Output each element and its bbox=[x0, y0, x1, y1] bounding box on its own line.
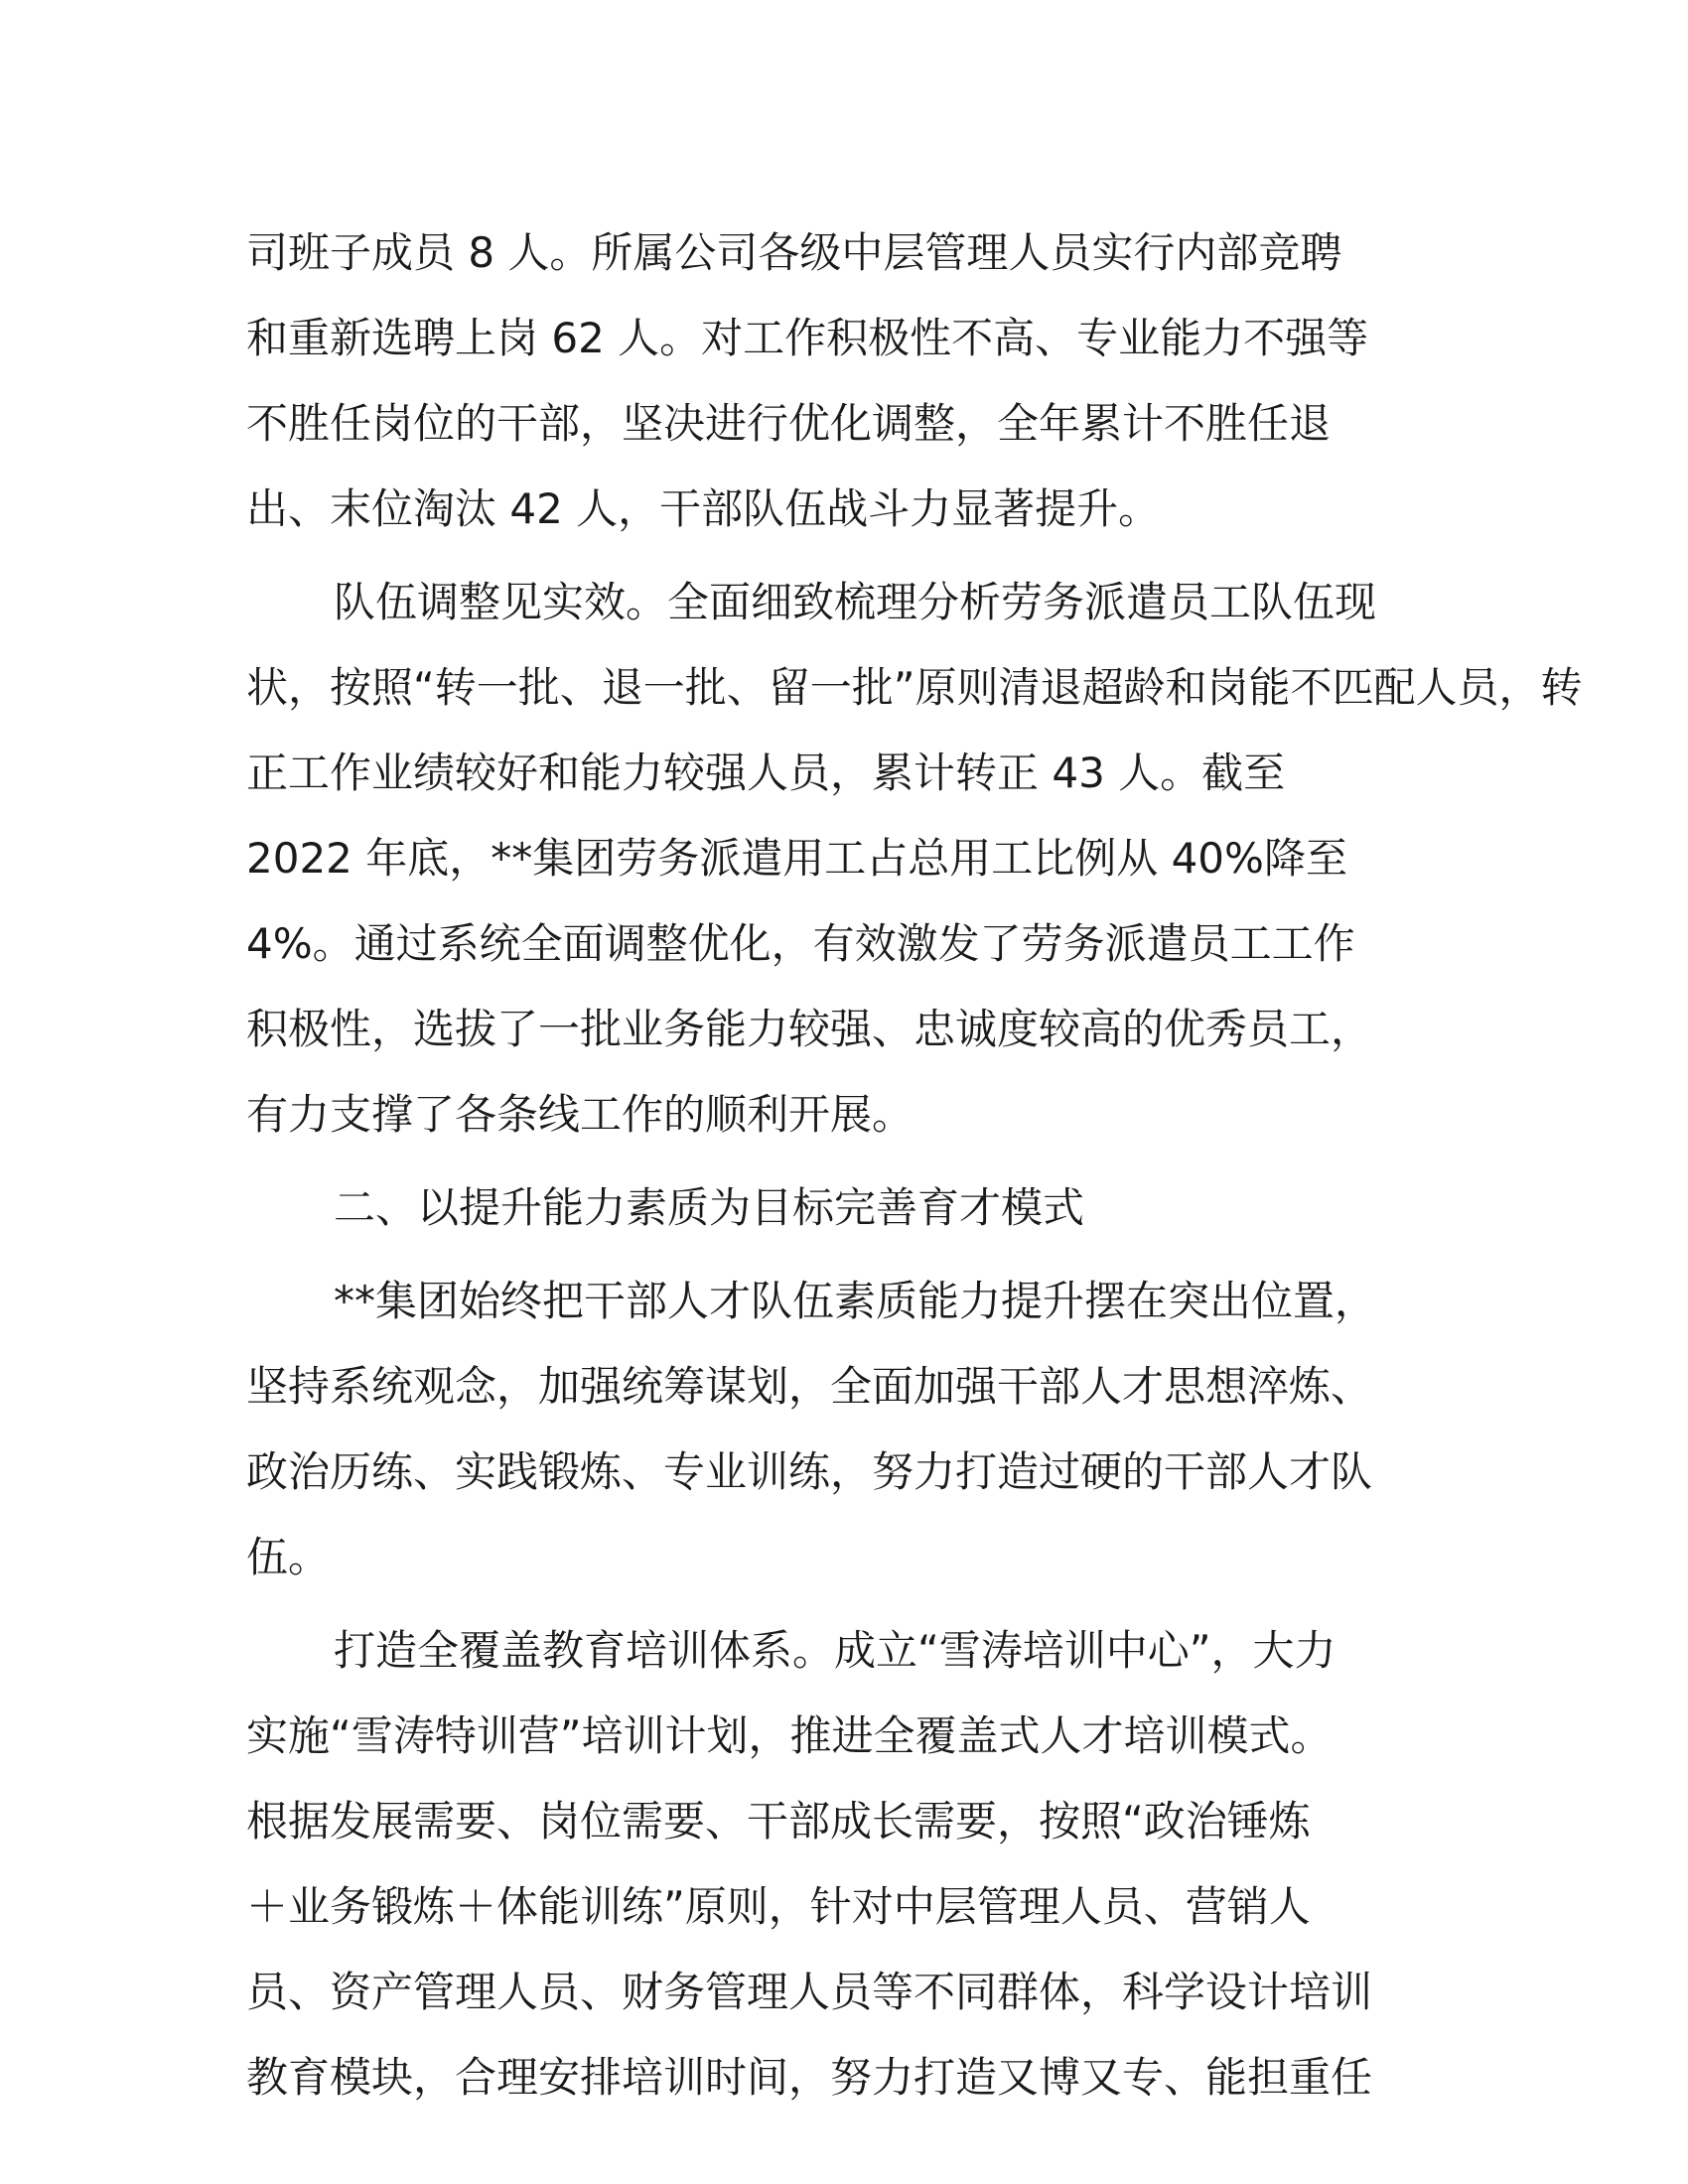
text-line-2: 和重新选聘上岗 62 人。对工作积极性不高、专业能力不强等 bbox=[246, 314, 1369, 362]
text-line-10: 积极性，选拔了一批业务能力较强、忠诚度较高的优秀员工， bbox=[246, 1005, 1373, 1053]
text-line-20: ＋业务锻炼＋体能训练”原则，针对中层管理人员、营销人 bbox=[246, 1882, 1311, 1931]
paragraph-heading-training-system: 打造全覆盖教育培训体系。成立“雪涛培训中心”，大力 bbox=[334, 1626, 1336, 1675]
text-line-3: 不胜任岗位的干部，坚决进行优化调整，全年累计不胜任退 bbox=[246, 399, 1332, 448]
text-line-7: 正工作业绩较好和能力较强人员，累计转正 43 人。截至 bbox=[246, 749, 1286, 797]
text-line-22: 教育模块，合理安排培训时间，努力打造又博又专、能担重任 bbox=[246, 2053, 1373, 2102]
text-line-1: 司班子成员 8 人。所属公司各级中层管理人员实行内部竞聘 bbox=[246, 228, 1342, 277]
text-line-8: 2022 年底，**集团劳务派遣用工占总用工比例从 40%降至 bbox=[246, 834, 1347, 883]
text-line-9: 4%。通过系统全面调整优化，有效激发了劳务派遣员工工作 bbox=[246, 919, 1355, 968]
text-line-19: 根据发展需要、岗位需要、干部成长需要，按照“政治锤炼 bbox=[246, 1797, 1311, 1845]
text-line-18: 实施“雪涛特训营”培训计划，推进全覆盖式人才培训模式。 bbox=[246, 1711, 1333, 1760]
text-line-14: 坚持系统观念，加强统筹谋划，全面加强干部人才思想淬炼、 bbox=[246, 1362, 1373, 1411]
section-heading-2: 二、以提升能力素质为目标完善育才模式 bbox=[334, 1183, 1085, 1232]
text-line-16: 伍。 bbox=[246, 1533, 331, 1581]
document-body bbox=[246, 210, 1583, 2120]
text-line-6: 状，按照“转一批、退一批、留一批”原则清退超龄和岗能不匹配人员，转 bbox=[246, 663, 1583, 712]
text-line-21: 员、资产管理人员、财务管理人员等不同群体，科学设计培训 bbox=[246, 1968, 1373, 2016]
text-line-4: 出、末位淘汰 42 人，干部队伍战斗力显著提升。 bbox=[246, 484, 1161, 533]
paragraph-heading-team-adjustment: 队伍调整见实效。全面细致梳理分析劳务派遣员工队伍现 bbox=[334, 578, 1377, 626]
text-line-11: 有力支撑了各条线工作的顺利开展。 bbox=[246, 1090, 914, 1139]
text-line-13: **集团始终把干部人才队伍素质能力提升摆在突出位置， bbox=[334, 1277, 1377, 1325]
text-line-15: 政治历练、实践锻炼、专业训练，努力打造过硬的干部人才队 bbox=[246, 1447, 1373, 1496]
